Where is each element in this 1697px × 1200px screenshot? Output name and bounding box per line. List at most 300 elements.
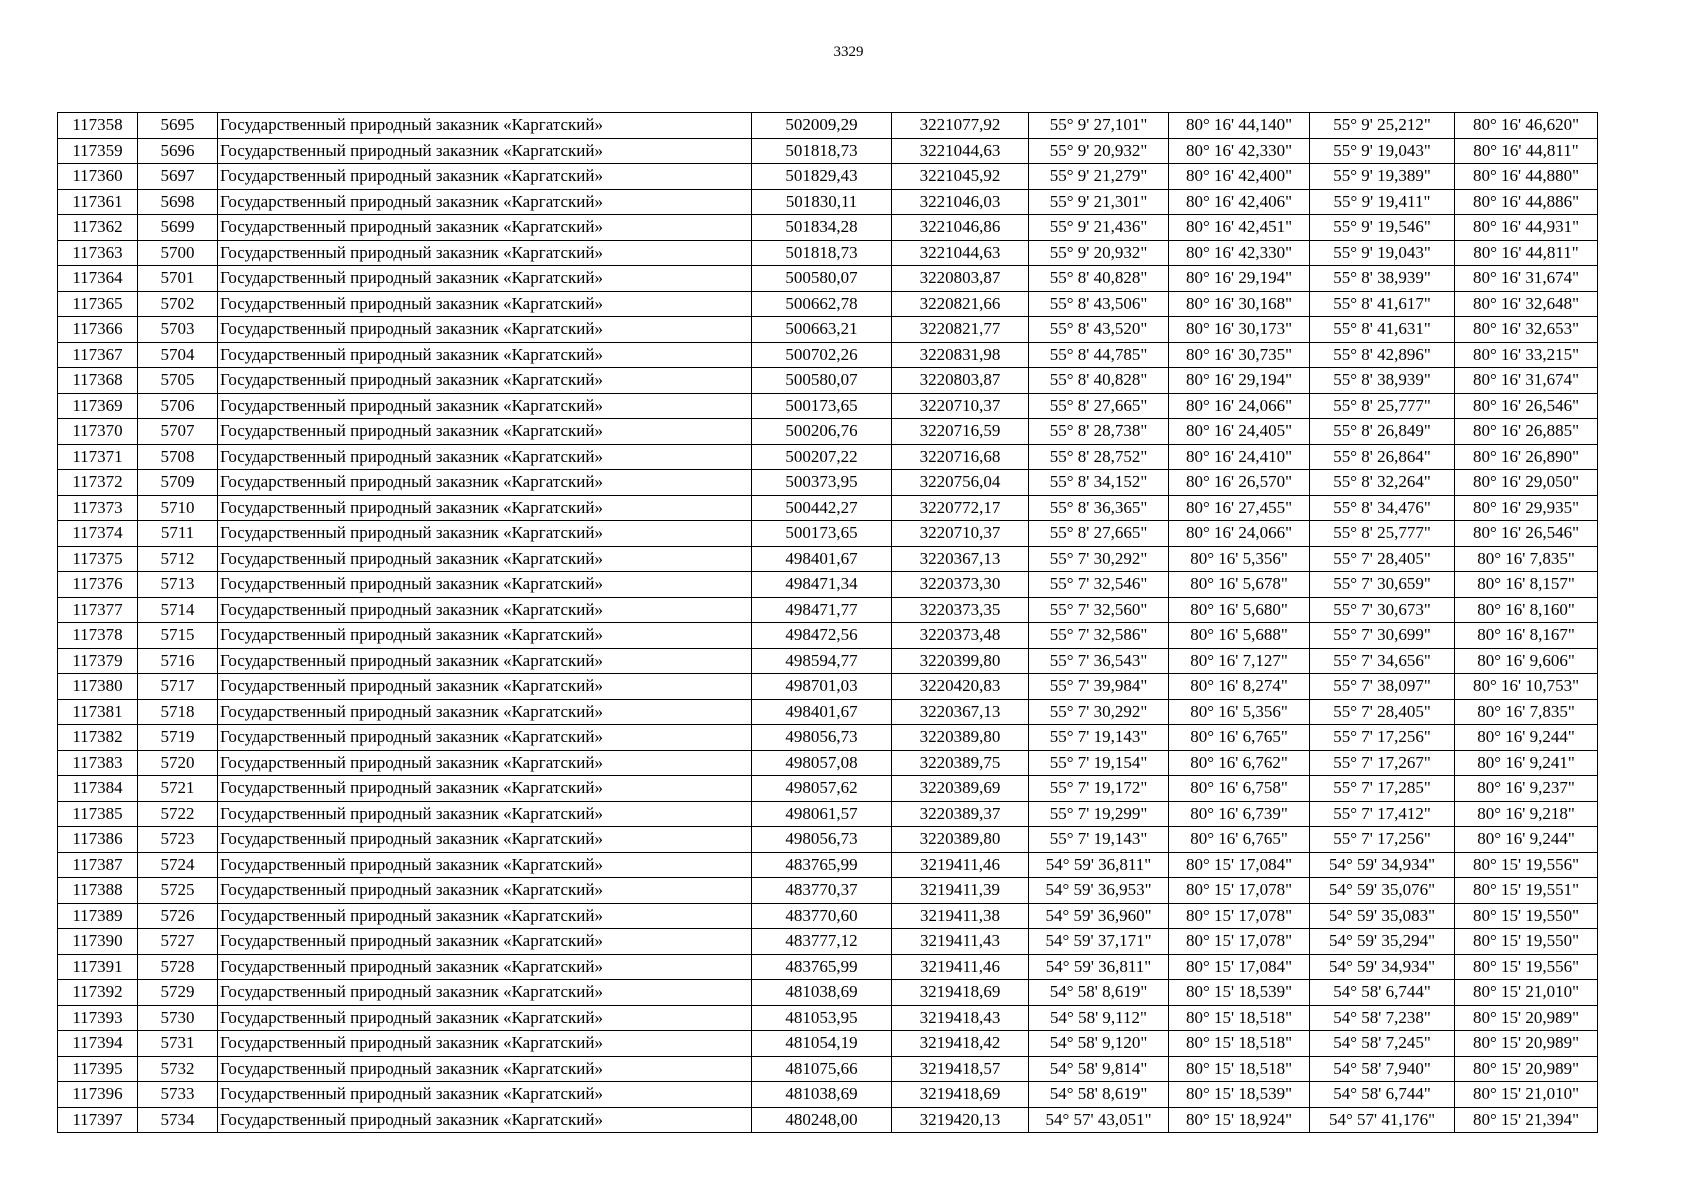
- y-coordinate-cell: 3221046,86: [892, 215, 1029, 241]
- latitude-2-cell: 54° 59' 35,083": [1310, 903, 1455, 929]
- longitude-1-cell: 80° 16' 24,405": [1169, 419, 1310, 445]
- table-row: [58, 266, 1598, 292]
- longitude-2-cell: 80° 16' 31,674": [1455, 368, 1598, 394]
- latitude-2-cell: 55° 8' 38,939": [1310, 368, 1455, 394]
- longitude-1-cell: 80° 16' 24,066": [1169, 521, 1310, 547]
- latitude-2-cell: 55° 9' 19,043": [1310, 240, 1455, 266]
- point-number-cell: 5725: [138, 878, 218, 904]
- latitude-1-cell: 55° 7' 19,299": [1029, 801, 1169, 827]
- longitude-2-cell: 80° 16' 8,160": [1455, 597, 1598, 623]
- latitude-2-cell: 55° 9' 19,411": [1310, 189, 1455, 215]
- point-number-cell: 5720: [138, 750, 218, 776]
- area-name-cell: Государственный природный заказник «Каргатский»: [218, 597, 752, 623]
- table-row: [58, 776, 1598, 802]
- longitude-1-cell: 80° 16' 5,356": [1169, 546, 1310, 572]
- latitude-1-cell: 55° 7' 19,172": [1029, 776, 1169, 802]
- point-number-cell: 5700: [138, 240, 218, 266]
- y-coordinate-cell: 3219411,46: [892, 852, 1029, 878]
- point-number-cell: 5731: [138, 1031, 218, 1057]
- y-coordinate-cell: 3219411,38: [892, 903, 1029, 929]
- area-name-cell: Государственный природный заказник «Каргатский»: [218, 572, 752, 598]
- row-id-cell: 117384: [58, 776, 138, 802]
- area-name-cell: Государственный природный заказник «Каргатский»: [218, 674, 752, 700]
- row-id-cell: 117360: [58, 164, 138, 190]
- area-name-cell: Государственный природный заказник «Каргатский»: [218, 113, 752, 139]
- latitude-2-cell: 55° 7' 30,699": [1310, 623, 1455, 649]
- area-name-cell: Государственный природный заказник «Каргатский»: [218, 725, 752, 751]
- point-number-cell: 5695: [138, 113, 218, 139]
- longitude-1-cell: 80° 16' 24,066": [1169, 393, 1310, 419]
- point-number-cell: 5716: [138, 648, 218, 674]
- point-number-cell: 5708: [138, 444, 218, 470]
- point-number-cell: 5719: [138, 725, 218, 751]
- latitude-2-cell: 55° 9' 19,546": [1310, 215, 1455, 241]
- longitude-1-cell: 80° 16' 6,765": [1169, 725, 1310, 751]
- area-name-cell: Государственный природный заказник «Каргатский»: [218, 521, 752, 547]
- x-coordinate-cell: 483777,12: [752, 929, 892, 955]
- row-id-cell: 117382: [58, 725, 138, 751]
- longitude-2-cell: 80° 16' 33,215": [1455, 342, 1598, 368]
- latitude-2-cell: 55° 7' 30,659": [1310, 572, 1455, 598]
- y-coordinate-cell: 3219418,69: [892, 980, 1029, 1006]
- area-name-cell: Государственный природный заказник «Каргатский»: [218, 1082, 752, 1108]
- latitude-2-cell: 55° 7' 34,656": [1310, 648, 1455, 674]
- latitude-2-cell: 55° 8' 34,476": [1310, 495, 1455, 521]
- latitude-1-cell: 55° 8' 27,665": [1029, 393, 1169, 419]
- point-number-cell: 5702: [138, 291, 218, 317]
- longitude-1-cell: 80° 16' 26,570": [1169, 470, 1310, 496]
- y-coordinate-cell: 3220389,37: [892, 801, 1029, 827]
- longitude-2-cell: 80° 15' 19,556": [1455, 954, 1598, 980]
- latitude-1-cell: 55° 9' 20,932": [1029, 240, 1169, 266]
- area-name-cell: Государственный природный заказник «Каргатский»: [218, 444, 752, 470]
- table-row: [58, 1107, 1598, 1133]
- point-number-cell: 5727: [138, 929, 218, 955]
- y-coordinate-cell: 3220710,37: [892, 521, 1029, 547]
- point-number-cell: 5732: [138, 1056, 218, 1082]
- latitude-1-cell: 54° 57' 43,051": [1029, 1107, 1169, 1133]
- table-row: [58, 929, 1598, 955]
- area-name-cell: Государственный природный заказник «Каргатский»: [218, 368, 752, 394]
- x-coordinate-cell: 481038,69: [752, 1082, 892, 1108]
- longitude-1-cell: 80° 15' 18,518": [1169, 1031, 1310, 1057]
- longitude-2-cell: 80° 16' 9,218": [1455, 801, 1598, 827]
- longitude-1-cell: 80° 16' 6,762": [1169, 750, 1310, 776]
- row-id-cell: 117372: [58, 470, 138, 496]
- area-name-cell: Государственный природный заказник «Каргатский»: [218, 266, 752, 292]
- table-row: [58, 138, 1598, 164]
- longitude-2-cell: 80° 16' 46,620": [1455, 113, 1598, 139]
- row-id-cell: 117365: [58, 291, 138, 317]
- longitude-1-cell: 80° 15' 18,518": [1169, 1056, 1310, 1082]
- point-number-cell: 5701: [138, 266, 218, 292]
- y-coordinate-cell: 3220772,17: [892, 495, 1029, 521]
- area-name-cell: Государственный природный заказник «Каргатский»: [218, 929, 752, 955]
- x-coordinate-cell: 502009,29: [752, 113, 892, 139]
- table-row: [58, 393, 1598, 419]
- longitude-1-cell: 80° 16' 27,455": [1169, 495, 1310, 521]
- table-row: [58, 164, 1598, 190]
- y-coordinate-cell: 3219418,42: [892, 1031, 1029, 1057]
- row-id-cell: 117368: [58, 368, 138, 394]
- latitude-1-cell: 54° 59' 36,953": [1029, 878, 1169, 904]
- area-name-cell: Государственный природный заказник «Каргатский»: [218, 470, 752, 496]
- point-number-cell: 5715: [138, 623, 218, 649]
- latitude-1-cell: 55° 8' 43,506": [1029, 291, 1169, 317]
- point-number-cell: 5703: [138, 317, 218, 343]
- point-number-cell: 5714: [138, 597, 218, 623]
- row-id-cell: 117387: [58, 852, 138, 878]
- latitude-2-cell: 55° 7' 38,097": [1310, 674, 1455, 700]
- latitude-1-cell: 55° 7' 32,586": [1029, 623, 1169, 649]
- table-row: [58, 521, 1598, 547]
- area-name-cell: Государственный природный заказник «Каргатский»: [218, 980, 752, 1006]
- point-number-cell: 5711: [138, 521, 218, 547]
- table-row: [58, 317, 1598, 343]
- row-id-cell: 117373: [58, 495, 138, 521]
- latitude-1-cell: 55° 9' 27,101": [1029, 113, 1169, 139]
- latitude-2-cell: 55° 7' 17,256": [1310, 725, 1455, 751]
- row-id-cell: 117383: [58, 750, 138, 776]
- table-row: [58, 750, 1598, 776]
- longitude-2-cell: 80° 16' 44,886": [1455, 189, 1598, 215]
- point-number-cell: 5728: [138, 954, 218, 980]
- longitude-1-cell: 80° 16' 5,680": [1169, 597, 1310, 623]
- latitude-1-cell: 55° 7' 19,154": [1029, 750, 1169, 776]
- table-row: [58, 852, 1598, 878]
- point-number-cell: 5726: [138, 903, 218, 929]
- longitude-1-cell: 80° 15' 18,539": [1169, 1082, 1310, 1108]
- y-coordinate-cell: 3220389,80: [892, 827, 1029, 853]
- latitude-2-cell: 55° 7' 28,405": [1310, 546, 1455, 572]
- row-id-cell: 117379: [58, 648, 138, 674]
- area-name-cell: Государственный природный заказник «Каргатский»: [218, 393, 752, 419]
- row-id-cell: 117378: [58, 623, 138, 649]
- table-row: [58, 1082, 1598, 1108]
- latitude-1-cell: 54° 58' 9,112": [1029, 1005, 1169, 1031]
- area-name-cell: Государственный природный заказник «Каргатский»: [218, 852, 752, 878]
- x-coordinate-cell: 481075,66: [752, 1056, 892, 1082]
- point-number-cell: 5729: [138, 980, 218, 1006]
- area-name-cell: Государственный природный заказник «Каргатский»: [218, 189, 752, 215]
- longitude-1-cell: 80° 15' 18,924": [1169, 1107, 1310, 1133]
- table-row: [58, 827, 1598, 853]
- longitude-1-cell: 80° 16' 7,127": [1169, 648, 1310, 674]
- table-row: [58, 444, 1598, 470]
- y-coordinate-cell: 3220389,69: [892, 776, 1029, 802]
- longitude-2-cell: 80° 16' 9,606": [1455, 648, 1598, 674]
- row-id-cell: 117359: [58, 138, 138, 164]
- x-coordinate-cell: 498701,03: [752, 674, 892, 700]
- row-id-cell: 117390: [58, 929, 138, 955]
- latitude-2-cell: 55° 8' 38,939": [1310, 266, 1455, 292]
- row-id-cell: 117369: [58, 393, 138, 419]
- longitude-1-cell: 80° 15' 18,518": [1169, 1005, 1310, 1031]
- latitude-1-cell: 54° 58' 9,814": [1029, 1056, 1169, 1082]
- y-coordinate-cell: 3220831,98: [892, 342, 1029, 368]
- latitude-2-cell: 55° 8' 26,849": [1310, 419, 1455, 445]
- latitude-1-cell: 55° 7' 32,546": [1029, 572, 1169, 598]
- longitude-2-cell: 80° 16' 8,167": [1455, 623, 1598, 649]
- point-number-cell: 5697: [138, 164, 218, 190]
- table-row: [58, 903, 1598, 929]
- row-id-cell: 117391: [58, 954, 138, 980]
- point-number-cell: 5704: [138, 342, 218, 368]
- point-number-cell: 5706: [138, 393, 218, 419]
- point-number-cell: 5710: [138, 495, 218, 521]
- longitude-2-cell: 80° 16' 29,935": [1455, 495, 1598, 521]
- latitude-2-cell: 54° 58' 7,940": [1310, 1056, 1455, 1082]
- longitude-2-cell: 80° 16' 44,880": [1455, 164, 1598, 190]
- row-id-cell: 117377: [58, 597, 138, 623]
- point-number-cell: 5699: [138, 215, 218, 241]
- y-coordinate-cell: 3220803,87: [892, 368, 1029, 394]
- point-number-cell: 5707: [138, 419, 218, 445]
- row-id-cell: 117388: [58, 878, 138, 904]
- row-id-cell: 117386: [58, 827, 138, 853]
- y-coordinate-cell: 3220399,80: [892, 648, 1029, 674]
- y-coordinate-cell: 3221077,92: [892, 113, 1029, 139]
- latitude-2-cell: 54° 57' 41,176": [1310, 1107, 1455, 1133]
- table-row: [58, 546, 1598, 572]
- area-name-cell: Государственный природный заказник «Каргатский»: [218, 164, 752, 190]
- row-id-cell: 117392: [58, 980, 138, 1006]
- x-coordinate-cell: 501834,28: [752, 215, 892, 241]
- table-row: [58, 801, 1598, 827]
- latitude-2-cell: 55° 8' 26,864": [1310, 444, 1455, 470]
- row-id-cell: 117393: [58, 1005, 138, 1031]
- x-coordinate-cell: 483765,99: [752, 954, 892, 980]
- latitude-1-cell: 55° 7' 39,984": [1029, 674, 1169, 700]
- table-row: [58, 342, 1598, 368]
- area-name-cell: Государственный природный заказник «Каргатский»: [218, 419, 752, 445]
- longitude-2-cell: 80° 16' 9,244": [1455, 827, 1598, 853]
- longitude-2-cell: 80° 16' 9,237": [1455, 776, 1598, 802]
- longitude-2-cell: 80° 15' 19,550": [1455, 929, 1598, 955]
- row-id-cell: 117396: [58, 1082, 138, 1108]
- latitude-2-cell: 55° 9' 19,389": [1310, 164, 1455, 190]
- longitude-1-cell: 80° 16' 29,194": [1169, 368, 1310, 394]
- point-number-cell: 5733: [138, 1082, 218, 1108]
- table-row: [58, 215, 1598, 241]
- latitude-2-cell: 54° 59' 35,076": [1310, 878, 1455, 904]
- longitude-2-cell: 80° 16' 44,931": [1455, 215, 1598, 241]
- y-coordinate-cell: 3219418,57: [892, 1056, 1029, 1082]
- y-coordinate-cell: 3220756,04: [892, 470, 1029, 496]
- y-coordinate-cell: 3220373,35: [892, 597, 1029, 623]
- longitude-2-cell: 80° 15' 21,010": [1455, 1082, 1598, 1108]
- longitude-2-cell: 80° 16' 10,753": [1455, 674, 1598, 700]
- x-coordinate-cell: 500206,76: [752, 419, 892, 445]
- table-row: [58, 1005, 1598, 1031]
- latitude-2-cell: 55° 7' 17,256": [1310, 827, 1455, 853]
- x-coordinate-cell: 480248,00: [752, 1107, 892, 1133]
- area-name-cell: Государственный природный заказник «Каргатский»: [218, 215, 752, 241]
- y-coordinate-cell: 3219411,39: [892, 878, 1029, 904]
- latitude-2-cell: 55° 7' 28,405": [1310, 699, 1455, 725]
- table-row: [58, 419, 1598, 445]
- longitude-2-cell: 80° 15' 19,556": [1455, 852, 1598, 878]
- y-coordinate-cell: 3220367,13: [892, 699, 1029, 725]
- point-number-cell: 5723: [138, 827, 218, 853]
- area-name-cell: Государственный природный заказник «Каргатский»: [218, 750, 752, 776]
- row-id-cell: 117389: [58, 903, 138, 929]
- latitude-1-cell: 55° 8' 40,828": [1029, 266, 1169, 292]
- latitude-1-cell: 55° 9' 20,932": [1029, 138, 1169, 164]
- row-id-cell: 117385: [58, 801, 138, 827]
- row-id-cell: 117376: [58, 572, 138, 598]
- longitude-2-cell: 80° 15' 20,989": [1455, 1031, 1598, 1057]
- table-body: [58, 113, 1598, 1133]
- latitude-2-cell: 55° 8' 25,777": [1310, 521, 1455, 547]
- point-number-cell: 5722: [138, 801, 218, 827]
- longitude-1-cell: 80° 15' 18,539": [1169, 980, 1310, 1006]
- longitude-1-cell: 80° 16' 42,406": [1169, 189, 1310, 215]
- point-number-cell: 5712: [138, 546, 218, 572]
- x-coordinate-cell: 501830,11: [752, 189, 892, 215]
- longitude-1-cell: 80° 16' 5,688": [1169, 623, 1310, 649]
- x-coordinate-cell: 500580,07: [752, 266, 892, 292]
- row-id-cell: 117366: [58, 317, 138, 343]
- area-name-cell: Государственный природный заказник «Каргатский»: [218, 1056, 752, 1082]
- latitude-1-cell: 55° 7' 30,292": [1029, 699, 1169, 725]
- table-row: [58, 597, 1598, 623]
- x-coordinate-cell: 481053,95: [752, 1005, 892, 1031]
- y-coordinate-cell: 3220710,37: [892, 393, 1029, 419]
- latitude-2-cell: 55° 8' 41,631": [1310, 317, 1455, 343]
- latitude-1-cell: 55° 8' 36,365": [1029, 495, 1169, 521]
- area-name-cell: Государственный природный заказник «Каргатский»: [218, 1005, 752, 1031]
- latitude-2-cell: 55° 9' 19,043": [1310, 138, 1455, 164]
- row-id-cell: 117364: [58, 266, 138, 292]
- latitude-2-cell: 54° 58' 6,744": [1310, 1082, 1455, 1108]
- row-id-cell: 117397: [58, 1107, 138, 1133]
- x-coordinate-cell: 500173,65: [752, 393, 892, 419]
- y-coordinate-cell: 3220716,68: [892, 444, 1029, 470]
- longitude-2-cell: 80° 16' 26,546": [1455, 393, 1598, 419]
- x-coordinate-cell: 498056,73: [752, 827, 892, 853]
- x-coordinate-cell: 498401,67: [752, 699, 892, 725]
- latitude-1-cell: 55° 8' 28,738": [1029, 419, 1169, 445]
- area-name-cell: Государственный природный заказник «Каргатский»: [218, 827, 752, 853]
- area-name-cell: Государственный природный заказник «Каргатский»: [218, 342, 752, 368]
- latitude-2-cell: 55° 8' 32,264": [1310, 470, 1455, 496]
- latitude-1-cell: 55° 9' 21,436": [1029, 215, 1169, 241]
- longitude-2-cell: 80° 16' 44,811": [1455, 240, 1598, 266]
- latitude-1-cell: 55° 8' 28,752": [1029, 444, 1169, 470]
- latitude-2-cell: 55° 8' 42,896": [1310, 342, 1455, 368]
- row-id-cell: 117363: [58, 240, 138, 266]
- latitude-1-cell: 54° 58' 8,619": [1029, 980, 1169, 1006]
- longitude-2-cell: 80° 16' 7,835": [1455, 546, 1598, 572]
- latitude-1-cell: 55° 8' 27,665": [1029, 521, 1169, 547]
- latitude-1-cell: 54° 58' 9,120": [1029, 1031, 1169, 1057]
- x-coordinate-cell: 500207,22: [752, 444, 892, 470]
- area-name-cell: Государственный природный заказник «Каргатский»: [218, 1031, 752, 1057]
- table-row: [58, 572, 1598, 598]
- latitude-2-cell: 54° 59' 34,934": [1310, 954, 1455, 980]
- longitude-1-cell: 80° 16' 30,173": [1169, 317, 1310, 343]
- point-number-cell: 5696: [138, 138, 218, 164]
- latitude-1-cell: 54° 59' 36,811": [1029, 852, 1169, 878]
- point-number-cell: 5698: [138, 189, 218, 215]
- longitude-2-cell: 80° 15' 19,551": [1455, 878, 1598, 904]
- table-row: [58, 623, 1598, 649]
- longitude-2-cell: 80° 16' 32,648": [1455, 291, 1598, 317]
- latitude-1-cell: 54° 59' 37,171": [1029, 929, 1169, 955]
- area-name-cell: Государственный природный заказник «Каргатский»: [218, 801, 752, 827]
- y-coordinate-cell: 3219420,13: [892, 1107, 1029, 1133]
- longitude-1-cell: 80° 15' 17,078": [1169, 929, 1310, 955]
- point-number-cell: 5724: [138, 852, 218, 878]
- latitude-2-cell: 54° 59' 34,934": [1310, 852, 1455, 878]
- point-number-cell: 5717: [138, 674, 218, 700]
- longitude-1-cell: 80° 16' 6,765": [1169, 827, 1310, 853]
- area-name-cell: Государственный природный заказник «Каргатский»: [218, 954, 752, 980]
- area-name-cell: Государственный природный заказник «Каргатский»: [218, 648, 752, 674]
- x-coordinate-cell: 481054,19: [752, 1031, 892, 1057]
- area-name-cell: Государственный природный заказник «Каргатский»: [218, 546, 752, 572]
- longitude-1-cell: 80° 16' 5,356": [1169, 699, 1310, 725]
- longitude-1-cell: 80° 15' 17,084": [1169, 852, 1310, 878]
- latitude-1-cell: 55° 7' 19,143": [1029, 827, 1169, 853]
- table-row: [58, 648, 1598, 674]
- row-id-cell: 117380: [58, 674, 138, 700]
- row-id-cell: 117371: [58, 444, 138, 470]
- area-name-cell: Государственный природный заказник «Каргатский»: [218, 699, 752, 725]
- longitude-1-cell: 80° 16' 6,739": [1169, 801, 1310, 827]
- longitude-2-cell: 80° 16' 32,653": [1455, 317, 1598, 343]
- y-coordinate-cell: 3220716,59: [892, 419, 1029, 445]
- x-coordinate-cell: 483765,99: [752, 852, 892, 878]
- latitude-2-cell: 55° 7' 30,673": [1310, 597, 1455, 623]
- point-number-cell: 5713: [138, 572, 218, 598]
- row-id-cell: 117361: [58, 189, 138, 215]
- longitude-2-cell: 80° 16' 9,244": [1455, 725, 1598, 751]
- row-id-cell: 117367: [58, 342, 138, 368]
- longitude-1-cell: 80° 16' 8,274": [1169, 674, 1310, 700]
- y-coordinate-cell: 3221046,03: [892, 189, 1029, 215]
- y-coordinate-cell: 3220389,75: [892, 750, 1029, 776]
- longitude-2-cell: 80° 15' 21,010": [1455, 980, 1598, 1006]
- x-coordinate-cell: 498057,62: [752, 776, 892, 802]
- y-coordinate-cell: 3219411,43: [892, 929, 1029, 955]
- x-coordinate-cell: 498401,67: [752, 546, 892, 572]
- row-id-cell: 117395: [58, 1056, 138, 1082]
- x-coordinate-cell: 501818,73: [752, 138, 892, 164]
- longitude-2-cell: 80° 16' 8,157": [1455, 572, 1598, 598]
- longitude-2-cell: 80° 16' 26,885": [1455, 419, 1598, 445]
- x-coordinate-cell: 498057,08: [752, 750, 892, 776]
- longitude-2-cell: 80° 16' 44,811": [1455, 138, 1598, 164]
- area-name-cell: Государственный природный заказник «Каргатский»: [218, 776, 752, 802]
- table-row: [58, 725, 1598, 751]
- table-row: [58, 1056, 1598, 1082]
- longitude-1-cell: 80° 16' 42,330": [1169, 240, 1310, 266]
- area-name-cell: Государственный природный заказник «Каргатский»: [218, 878, 752, 904]
- coordinates-table: [57, 112, 1598, 1133]
- area-name-cell: Государственный природный заказник «Каргатский»: [218, 495, 752, 521]
- longitude-2-cell: 80° 15' 19,550": [1455, 903, 1598, 929]
- row-id-cell: 117394: [58, 1031, 138, 1057]
- latitude-1-cell: 55° 8' 40,828": [1029, 368, 1169, 394]
- latitude-2-cell: 55° 7' 17,412": [1310, 801, 1455, 827]
- table-row: [58, 113, 1598, 139]
- longitude-1-cell: 80° 15' 17,078": [1169, 903, 1310, 929]
- table-row: [58, 368, 1598, 394]
- area-name-cell: Государственный природный заказник «Каргатский»: [218, 903, 752, 929]
- x-coordinate-cell: 498472,56: [752, 623, 892, 649]
